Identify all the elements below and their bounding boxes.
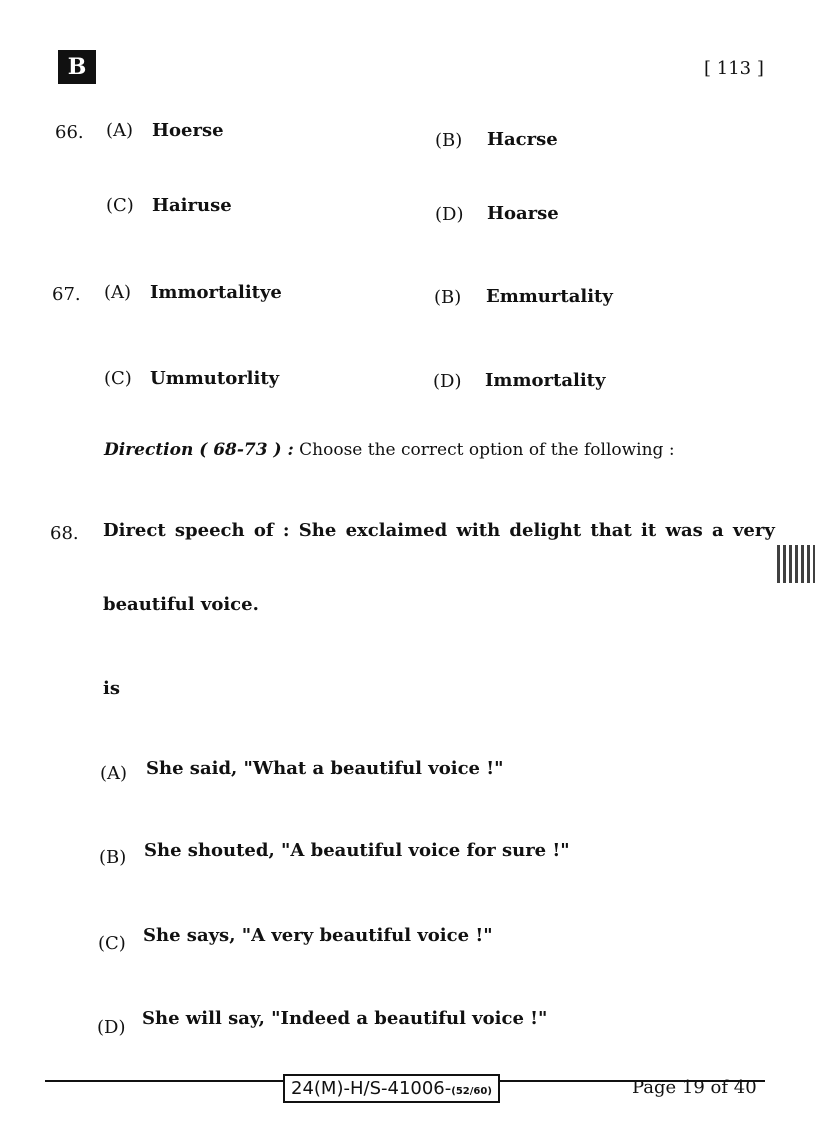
paper-code-text: 24(M)-H/S-41006- <box>291 1078 452 1099</box>
option-label: (D) <box>97 1017 126 1038</box>
option-label: (B) <box>99 847 127 868</box>
paper-code-suffix: (52/60) <box>451 1086 492 1097</box>
qr-code-icon <box>777 545 815 583</box>
option-text: Immortality <box>485 370 606 391</box>
option-text: Hairuse <box>152 195 232 216</box>
question-text: beautiful voice. <box>103 594 259 615</box>
option-text: She said, "What a beautiful voice !" <box>146 758 504 779</box>
option-label: (C) <box>104 368 132 389</box>
option-label: (B) <box>435 130 463 151</box>
option-label: (A) <box>106 120 134 141</box>
set-label: B <box>58 50 96 84</box>
option-text: Ummutorlity <box>150 368 280 389</box>
option-label: (B) <box>434 287 462 308</box>
option-text: She says, "A very beautiful voice !" <box>143 925 493 946</box>
question-number: 67. <box>52 284 81 305</box>
question-number: 68. <box>50 523 79 544</box>
option-text: She will say, "Indeed a beautiful voice !" <box>142 1008 548 1029</box>
question-text: is <box>103 678 120 699</box>
question-text: Direct speech of : She exclaimed with delight that it was a very <box>103 520 775 541</box>
option-label: (D) <box>435 204 464 225</box>
option-text: Hoerse <box>152 120 224 141</box>
option-label: (A) <box>100 763 128 784</box>
option-text: Hoarse <box>487 203 559 224</box>
option-text: She shouted, "A beautiful voice for sure !" <box>144 840 570 861</box>
direction-text: Choose the correct option of the following : <box>299 440 675 460</box>
option-text: Immortalitye <box>150 282 282 303</box>
option-label: (A) <box>104 282 132 303</box>
page-number: Page 19 of 40 <box>632 1077 757 1098</box>
option-label: (C) <box>98 933 126 954</box>
direction <box>104 440 675 460</box>
option-label: (C) <box>106 195 134 216</box>
question-number: 66. <box>55 122 84 143</box>
direction-label: Direction ( 68-73 ) : <box>104 440 294 460</box>
option-label: (D) <box>433 371 462 392</box>
option-text: Emmurtality <box>486 286 613 307</box>
paper-code <box>283 1074 500 1103</box>
option-text: Hacrse <box>487 129 558 150</box>
page-mark: [ 113 ] <box>704 58 764 79</box>
